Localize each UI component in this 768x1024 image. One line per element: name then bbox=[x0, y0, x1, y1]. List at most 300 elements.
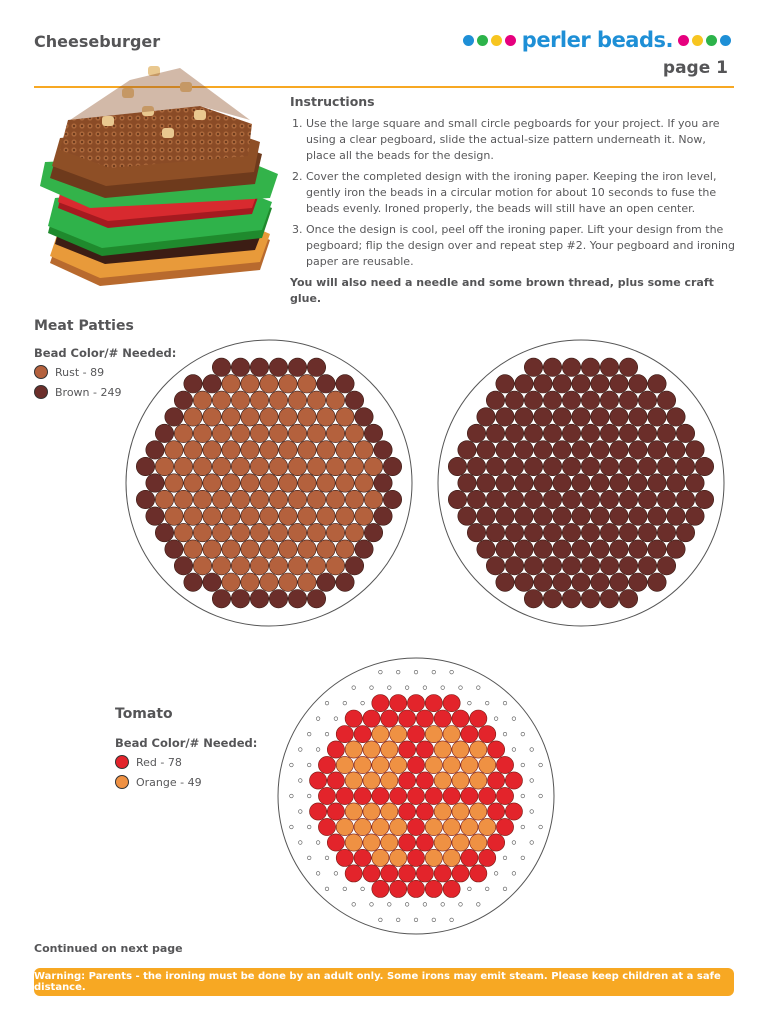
bead bbox=[269, 358, 287, 376]
peg bbox=[388, 686, 392, 690]
bead bbox=[326, 457, 344, 475]
bead bbox=[317, 540, 335, 558]
logo-dot-icon bbox=[692, 35, 703, 46]
bead bbox=[488, 834, 505, 851]
bead bbox=[155, 523, 173, 541]
bead bbox=[327, 772, 344, 789]
bead bbox=[363, 772, 380, 789]
bead bbox=[203, 441, 221, 459]
bead bbox=[657, 557, 675, 575]
bead bbox=[212, 557, 230, 575]
bead bbox=[416, 834, 433, 851]
peg bbox=[423, 686, 427, 690]
peg bbox=[441, 903, 445, 907]
peg bbox=[512, 717, 516, 721]
bead bbox=[434, 710, 451, 727]
bead bbox=[610, 540, 628, 558]
bead bbox=[572, 573, 590, 591]
bead bbox=[477, 507, 495, 525]
bead bbox=[298, 375, 316, 393]
peg bbox=[299, 748, 303, 752]
bead bbox=[269, 424, 287, 442]
bead bbox=[638, 391, 656, 409]
bead bbox=[269, 457, 287, 475]
bead bbox=[610, 474, 628, 492]
materials-note: You will also need a needle and some brown thread, plus some craft glue. bbox=[290, 276, 714, 305]
bead bbox=[638, 490, 656, 508]
bead bbox=[212, 391, 230, 409]
meat-patties-title: Meat Patties bbox=[34, 318, 134, 334]
bead bbox=[416, 741, 433, 758]
bead bbox=[619, 523, 637, 541]
bead bbox=[600, 424, 618, 442]
peg bbox=[539, 763, 543, 767]
bead bbox=[231, 457, 249, 475]
peg bbox=[370, 686, 374, 690]
bead bbox=[600, 358, 618, 376]
bead bbox=[155, 424, 173, 442]
bead bbox=[581, 391, 599, 409]
bead bbox=[470, 710, 487, 727]
bead bbox=[425, 818, 442, 835]
bead bbox=[260, 375, 278, 393]
bead bbox=[279, 474, 297, 492]
bead bbox=[676, 490, 694, 508]
bead bbox=[345, 772, 362, 789]
bead bbox=[629, 507, 647, 525]
legend-heading: Bead Color/# Needed: bbox=[34, 346, 177, 360]
bead bbox=[443, 818, 460, 835]
instruction-step: 1. Use the large square and small circle pegboards for your project. If you are using a clear pegboard, slide the actual-size pattern underneath it. Now, place all the beads for the design. bbox=[306, 116, 735, 164]
bead bbox=[452, 834, 469, 851]
bead bbox=[496, 408, 514, 426]
bead bbox=[212, 590, 230, 608]
bead bbox=[572, 375, 590, 393]
bead bbox=[336, 726, 353, 743]
bead bbox=[399, 741, 416, 758]
peg bbox=[503, 701, 507, 705]
peg bbox=[307, 794, 311, 798]
peg bbox=[290, 825, 294, 829]
bead bbox=[193, 457, 211, 475]
bead bbox=[591, 375, 609, 393]
bead bbox=[425, 756, 442, 773]
bead bbox=[374, 507, 392, 525]
bead bbox=[562, 590, 580, 608]
bead bbox=[600, 590, 618, 608]
bead bbox=[354, 726, 371, 743]
bead bbox=[467, 523, 485, 541]
bead bbox=[467, 490, 485, 508]
page-number: page 1 bbox=[662, 58, 728, 78]
bead bbox=[534, 540, 552, 558]
bead bbox=[317, 441, 335, 459]
peg bbox=[405, 903, 409, 907]
instructions-block bbox=[290, 94, 735, 307]
bead bbox=[553, 441, 571, 459]
bead bbox=[562, 557, 580, 575]
bead bbox=[165, 408, 183, 426]
bead bbox=[629, 408, 647, 426]
peg bbox=[299, 841, 303, 845]
brand-logo bbox=[463, 28, 734, 52]
bead bbox=[543, 358, 561, 376]
bead bbox=[399, 865, 416, 882]
peg bbox=[290, 763, 294, 767]
bead bbox=[184, 573, 202, 591]
bead bbox=[269, 391, 287, 409]
bead bbox=[591, 441, 609, 459]
bead bbox=[619, 391, 637, 409]
bead bbox=[307, 424, 325, 442]
bead bbox=[307, 523, 325, 541]
peg bbox=[352, 686, 356, 690]
legend-item-orange bbox=[115, 772, 257, 792]
bead bbox=[203, 540, 221, 558]
bead bbox=[345, 490, 363, 508]
bead bbox=[241, 441, 259, 459]
safety-warning-banner bbox=[34, 968, 734, 996]
logo-dot-icon bbox=[491, 35, 502, 46]
bead bbox=[524, 490, 542, 508]
bead bbox=[524, 523, 542, 541]
bead bbox=[515, 474, 533, 492]
bead bbox=[298, 573, 316, 591]
bead bbox=[390, 787, 407, 804]
bead bbox=[222, 441, 240, 459]
bead bbox=[212, 358, 230, 376]
peg bbox=[307, 732, 311, 736]
bead bbox=[610, 573, 628, 591]
bead bbox=[279, 573, 297, 591]
bead bbox=[591, 474, 609, 492]
bead bbox=[317, 474, 335, 492]
continued-note: Continued on next page bbox=[34, 942, 183, 955]
bead bbox=[477, 540, 495, 558]
bead bbox=[136, 490, 154, 508]
peg bbox=[450, 918, 454, 922]
bead bbox=[390, 756, 407, 773]
bead bbox=[146, 441, 164, 459]
bead bbox=[310, 772, 327, 789]
tomato-title: Tomato bbox=[115, 706, 173, 722]
bead bbox=[279, 507, 297, 525]
bead bbox=[407, 787, 424, 804]
legend-label: Brown - 249 bbox=[55, 385, 122, 399]
bead bbox=[345, 523, 363, 541]
bead bbox=[260, 507, 278, 525]
bead bbox=[657, 523, 675, 541]
bead bbox=[381, 865, 398, 882]
bead bbox=[600, 490, 618, 508]
bead bbox=[534, 375, 552, 393]
bead bbox=[496, 507, 514, 525]
bead bbox=[336, 756, 353, 773]
bead bbox=[250, 391, 268, 409]
bead bbox=[146, 474, 164, 492]
instructions-heading: Instructions bbox=[290, 94, 375, 109]
bead bbox=[443, 695, 460, 712]
bead bbox=[562, 523, 580, 541]
bead bbox=[390, 880, 407, 897]
bead bbox=[399, 772, 416, 789]
bead bbox=[648, 507, 666, 525]
bead bbox=[260, 408, 278, 426]
bead bbox=[657, 424, 675, 442]
peg bbox=[414, 918, 418, 922]
bead bbox=[486, 557, 504, 575]
bead bbox=[317, 375, 335, 393]
bead bbox=[307, 590, 325, 608]
bead bbox=[407, 695, 424, 712]
bead bbox=[355, 474, 373, 492]
bead bbox=[553, 474, 571, 492]
patty-pattern-1 bbox=[124, 330, 414, 636]
bead bbox=[443, 787, 460, 804]
bead bbox=[288, 391, 306, 409]
bead bbox=[326, 391, 344, 409]
peg bbox=[361, 887, 365, 891]
bead bbox=[174, 457, 192, 475]
instruction-step: 2. Cover the completed design with the ironing paper. Keeping the iron level, gently iron the beads in a circular motion for about 10 seconds to fuse the beads evenly. Ironed properly, the beads will still have an open center. bbox=[306, 169, 735, 217]
bead bbox=[458, 474, 476, 492]
bead bbox=[288, 590, 306, 608]
bead bbox=[336, 540, 354, 558]
bead bbox=[399, 834, 416, 851]
peg bbox=[494, 872, 498, 876]
bead bbox=[479, 787, 496, 804]
peg bbox=[290, 794, 294, 798]
bead bbox=[572, 474, 590, 492]
logo-dot-icon bbox=[720, 35, 731, 46]
bead bbox=[231, 490, 249, 508]
peg bbox=[530, 841, 534, 845]
peg bbox=[370, 903, 374, 907]
bead bbox=[686, 507, 704, 525]
peg bbox=[459, 686, 463, 690]
peg bbox=[503, 732, 507, 736]
bead bbox=[676, 457, 694, 475]
bead bbox=[425, 726, 442, 743]
bead bbox=[407, 880, 424, 897]
bead bbox=[250, 523, 268, 541]
bead bbox=[288, 358, 306, 376]
bead bbox=[165, 507, 183, 525]
bead bbox=[184, 474, 202, 492]
bead bbox=[260, 441, 278, 459]
bead bbox=[307, 490, 325, 508]
bead bbox=[372, 756, 389, 773]
bead bbox=[193, 424, 211, 442]
bead bbox=[203, 507, 221, 525]
bead bbox=[390, 695, 407, 712]
bead bbox=[146, 507, 164, 525]
bead bbox=[534, 408, 552, 426]
bead bbox=[354, 818, 371, 835]
bead bbox=[269, 590, 287, 608]
bead bbox=[524, 457, 542, 475]
bead bbox=[600, 523, 618, 541]
peg bbox=[307, 856, 311, 860]
bead bbox=[345, 741, 362, 758]
bead bbox=[260, 573, 278, 591]
bead bbox=[488, 741, 505, 758]
bead bbox=[184, 441, 202, 459]
logo-dot-icon bbox=[463, 35, 474, 46]
peg bbox=[405, 686, 409, 690]
peg bbox=[396, 918, 400, 922]
bead bbox=[407, 849, 424, 866]
bead bbox=[479, 818, 496, 835]
bead bbox=[193, 523, 211, 541]
bead bbox=[581, 557, 599, 575]
legend-label: Orange - 49 bbox=[136, 775, 202, 789]
bead bbox=[372, 818, 389, 835]
bead bbox=[638, 523, 656, 541]
bead bbox=[212, 424, 230, 442]
bead bbox=[543, 457, 561, 475]
bead bbox=[407, 726, 424, 743]
bead bbox=[193, 391, 211, 409]
bead bbox=[515, 441, 533, 459]
peg bbox=[485, 887, 489, 891]
bead bbox=[383, 457, 401, 475]
peg bbox=[316, 872, 320, 876]
peg bbox=[432, 918, 436, 922]
bead bbox=[667, 474, 685, 492]
bead bbox=[425, 695, 442, 712]
peg bbox=[361, 701, 365, 705]
bead bbox=[355, 441, 373, 459]
bead bbox=[505, 557, 523, 575]
bead bbox=[184, 408, 202, 426]
bead bbox=[241, 474, 259, 492]
bead bbox=[363, 834, 380, 851]
bead bbox=[572, 408, 590, 426]
bead bbox=[610, 375, 628, 393]
bead bbox=[260, 474, 278, 492]
bead bbox=[241, 573, 259, 591]
bead bbox=[600, 457, 618, 475]
bead bbox=[461, 787, 478, 804]
bead bbox=[562, 490, 580, 508]
bead bbox=[543, 523, 561, 541]
bead bbox=[364, 523, 382, 541]
bead bbox=[279, 408, 297, 426]
bead bbox=[591, 408, 609, 426]
bead bbox=[479, 756, 496, 773]
bead bbox=[667, 540, 685, 558]
bead bbox=[648, 408, 666, 426]
bead bbox=[231, 523, 249, 541]
peg bbox=[396, 670, 400, 674]
bead bbox=[165, 441, 183, 459]
bead bbox=[448, 490, 466, 508]
bead bbox=[231, 391, 249, 409]
peg bbox=[512, 841, 516, 845]
peg bbox=[343, 887, 347, 891]
bead bbox=[363, 865, 380, 882]
bead bbox=[250, 424, 268, 442]
bead bbox=[657, 457, 675, 475]
bead bbox=[425, 787, 442, 804]
bead bbox=[505, 523, 523, 541]
bead bbox=[327, 741, 344, 758]
bead bbox=[288, 557, 306, 575]
bead bbox=[326, 523, 344, 541]
bead bbox=[355, 408, 373, 426]
peg bbox=[477, 686, 481, 690]
bead bbox=[416, 865, 433, 882]
bead bbox=[452, 710, 469, 727]
peg bbox=[521, 794, 525, 798]
bead bbox=[203, 408, 221, 426]
bead bbox=[288, 523, 306, 541]
peg bbox=[539, 794, 543, 798]
bead bbox=[553, 375, 571, 393]
peg bbox=[521, 732, 525, 736]
bead bbox=[619, 557, 637, 575]
bead bbox=[318, 756, 335, 773]
bead bbox=[452, 772, 469, 789]
peg bbox=[325, 856, 329, 860]
peg bbox=[325, 701, 329, 705]
peg bbox=[530, 810, 534, 814]
bead bbox=[657, 391, 675, 409]
bead bbox=[364, 457, 382, 475]
bead bbox=[231, 358, 249, 376]
bead bbox=[629, 573, 647, 591]
bead bbox=[562, 424, 580, 442]
peg bbox=[450, 670, 454, 674]
bead bbox=[443, 756, 460, 773]
peg bbox=[423, 903, 427, 907]
bead bbox=[407, 818, 424, 835]
bead bbox=[572, 540, 590, 558]
red-bead-icon bbox=[115, 755, 129, 769]
bead bbox=[174, 557, 192, 575]
bead bbox=[372, 726, 389, 743]
legend-label: Rust - 89 bbox=[55, 365, 105, 379]
brand-name: perler beads. bbox=[521, 28, 673, 52]
bead bbox=[336, 818, 353, 835]
peg bbox=[307, 825, 311, 829]
bead bbox=[488, 803, 505, 820]
bead bbox=[553, 573, 571, 591]
bead bbox=[307, 457, 325, 475]
bead bbox=[686, 441, 704, 459]
bead bbox=[372, 849, 389, 866]
bead bbox=[434, 772, 451, 789]
bead bbox=[307, 391, 325, 409]
bead bbox=[407, 756, 424, 773]
bead bbox=[165, 540, 183, 558]
bead bbox=[155, 490, 173, 508]
bead bbox=[479, 726, 496, 743]
bead bbox=[269, 490, 287, 508]
bead bbox=[458, 507, 476, 525]
bead bbox=[477, 441, 495, 459]
peg bbox=[477, 903, 481, 907]
tomato-pattern bbox=[276, 656, 556, 936]
bead bbox=[250, 557, 268, 575]
bead bbox=[136, 457, 154, 475]
bead bbox=[345, 457, 363, 475]
bead bbox=[534, 507, 552, 525]
bead bbox=[515, 540, 533, 558]
bead bbox=[461, 756, 478, 773]
cheeseburger-photo bbox=[30, 58, 280, 298]
